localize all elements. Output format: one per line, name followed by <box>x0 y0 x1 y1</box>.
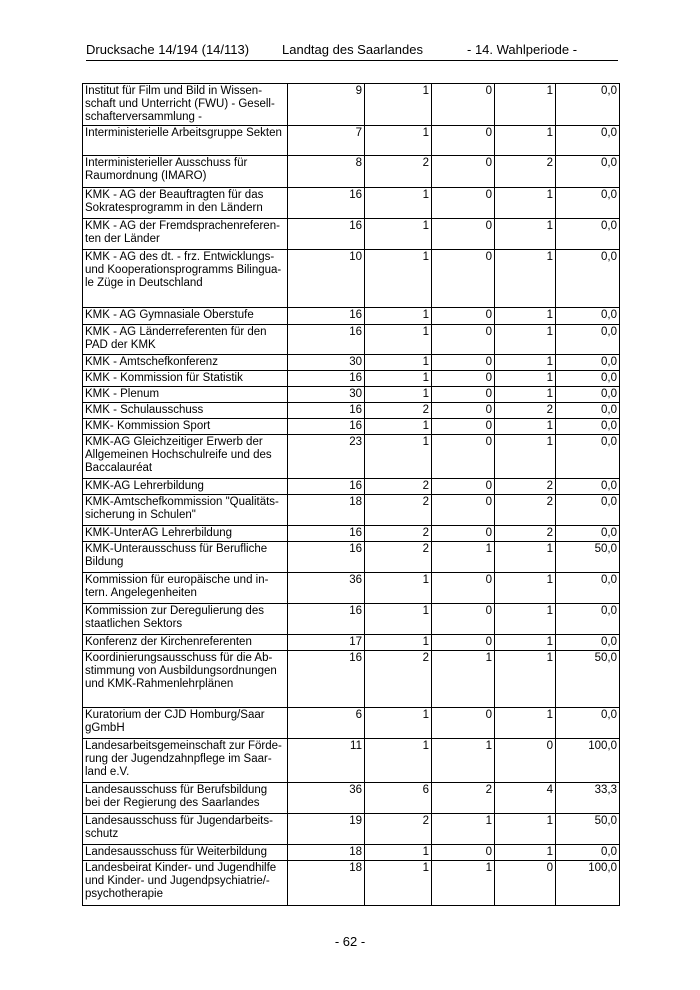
committee-table <box>82 83 620 906</box>
page-number: - 62 - <box>334 934 366 949</box>
table-row <box>83 783 620 814</box>
cell-women: 0 <box>432 371 495 387</box>
cell-men: 1 <box>495 573 556 604</box>
cell-women: 0 <box>432 387 495 403</box>
cell-men: 2 <box>495 495 556 526</box>
cell-seats: 1 <box>365 84 432 126</box>
cell-name: Landesarbeitsgemeinschaft zur Förde-rung der Jugendzahnpflege im Saar-land e.V. <box>83 739 288 783</box>
cell-percent-women: 0,0 <box>556 355 620 371</box>
cell-men: 1 <box>495 419 556 435</box>
cell-percent-women: 0,0 <box>556 219 620 250</box>
cell-men: 0 <box>495 739 556 783</box>
cell-women: 0 <box>432 419 495 435</box>
cell-name: KMK - AG der Beauftragten für das Sokratesprogramm in den Ländern <box>83 188 288 219</box>
cell-women: 1 <box>432 861 495 906</box>
cell-name: KMK - Plenum <box>83 387 288 403</box>
cell-percent-women: 0,0 <box>556 526 620 542</box>
cell-members: 11 <box>288 739 365 783</box>
cell-members: 16 <box>288 308 365 325</box>
cell-members: 16 <box>288 419 365 435</box>
table-row <box>83 435 620 479</box>
table-row <box>83 419 620 435</box>
table-row <box>83 355 620 371</box>
cell-seats: 2 <box>365 526 432 542</box>
cell-percent-women: 33,3 <box>556 783 620 814</box>
cell-seats: 2 <box>365 814 432 845</box>
cell-seats: 2 <box>365 156 432 188</box>
cell-members: 6 <box>288 708 365 739</box>
cell-name: Interministerielle Arbeitsgruppe Sekten <box>83 126 288 156</box>
table-row <box>83 651 620 708</box>
cell-men: 1 <box>495 635 556 651</box>
cell-seats: 2 <box>365 403 432 419</box>
cell-men: 1 <box>495 814 556 845</box>
cell-name: Kommission zur Deregulierung des staatlichen Sektors <box>83 604 288 635</box>
cell-seats: 1 <box>365 219 432 250</box>
cell-percent-women: 0,0 <box>556 635 620 651</box>
cell-name: Landesausschuss für Berufsbildung bei der Regierung des Saarlandes <box>83 783 288 814</box>
cell-seats: 2 <box>365 542 432 573</box>
cell-members: 23 <box>288 435 365 479</box>
cell-men: 1 <box>495 325 556 355</box>
table-row <box>83 814 620 845</box>
table-row <box>83 371 620 387</box>
cell-men: 1 <box>495 250 556 308</box>
cell-members: 18 <box>288 861 365 906</box>
cell-members: 16 <box>288 371 365 387</box>
cell-name: Koordinierungsausschuss für die Ab-stimmung von Ausbildungsordnungen und KMK-Rahmenlehrplänen <box>83 651 288 708</box>
cell-percent-women: 50,0 <box>556 814 620 845</box>
cell-members: 16 <box>288 479 365 495</box>
cell-members: 17 <box>288 635 365 651</box>
cell-members: 36 <box>288 783 365 814</box>
cell-members: 16 <box>288 604 365 635</box>
cell-seats: 1 <box>365 126 432 156</box>
table-row <box>83 526 620 542</box>
cell-name: Interministerieller Ausschuss für Raumordnung (IMARO) <box>83 156 288 188</box>
table-row <box>83 635 620 651</box>
cell-percent-women: 0,0 <box>556 495 620 526</box>
cell-percent-women: 50,0 <box>556 651 620 708</box>
cell-name: Kuratorium der CJD Homburg/Saar gGmbH <box>83 708 288 739</box>
cell-women: 0 <box>432 84 495 126</box>
cell-members: 16 <box>288 542 365 573</box>
cell-members: 16 <box>288 188 365 219</box>
header-rule <box>86 60 618 61</box>
cell-percent-women: 50,0 <box>556 542 620 573</box>
cell-name: KMK - AG der Fremdsprachenreferen-ten der Länder <box>83 219 288 250</box>
cell-percent-women: 0,0 <box>556 479 620 495</box>
table-row <box>83 308 620 325</box>
cell-name: Landesausschuss für Jugendarbeits-schutz <box>83 814 288 845</box>
cell-seats: 1 <box>365 573 432 604</box>
cell-percent-women: 0,0 <box>556 188 620 219</box>
cell-name: KMK - AG Gymnasiale Oberstufe <box>83 308 288 325</box>
cell-members: 18 <box>288 845 365 861</box>
cell-seats: 1 <box>365 739 432 783</box>
cell-men: 0 <box>495 861 556 906</box>
cell-seats: 1 <box>365 250 432 308</box>
cell-seats: 1 <box>365 708 432 739</box>
table-row <box>83 325 620 355</box>
cell-women: 2 <box>432 783 495 814</box>
cell-women: 0 <box>432 635 495 651</box>
cell-percent-women: 100,0 <box>556 739 620 783</box>
cell-women: 0 <box>432 526 495 542</box>
table-row <box>83 739 620 783</box>
cell-men: 1 <box>495 708 556 739</box>
cell-percent-women: 0,0 <box>556 325 620 355</box>
cell-seats: 1 <box>365 325 432 355</box>
page-header <box>86 42 586 58</box>
cell-seats: 2 <box>365 495 432 526</box>
cell-seats: 1 <box>365 387 432 403</box>
cell-members: 30 <box>288 355 365 371</box>
cell-women: 0 <box>432 573 495 604</box>
cell-members: 7 <box>288 126 365 156</box>
table-row <box>83 573 620 604</box>
cell-members: 16 <box>288 403 365 419</box>
cell-seats: 1 <box>365 861 432 906</box>
cell-percent-women: 0,0 <box>556 308 620 325</box>
cell-seats: 1 <box>365 845 432 861</box>
cell-seats: 1 <box>365 308 432 325</box>
cell-women: 0 <box>432 708 495 739</box>
cell-women: 1 <box>432 651 495 708</box>
table-row <box>83 403 620 419</box>
cell-name: Landesbeirat Kinder- und Jugendhilfe und Kinder- und Jugendpsychiatrie/-psychotherapie <box>83 861 288 906</box>
cell-men: 2 <box>495 479 556 495</box>
cell-men: 1 <box>495 371 556 387</box>
cell-name: Konferenz der Kirchenreferenten <box>83 635 288 651</box>
cell-women: 0 <box>432 845 495 861</box>
cell-seats: 1 <box>365 435 432 479</box>
table-row <box>83 156 620 188</box>
table-row <box>83 861 620 906</box>
cell-women: 1 <box>432 739 495 783</box>
cell-members: 8 <box>288 156 365 188</box>
cell-women: 0 <box>432 435 495 479</box>
parliament-name: Landtag des Saarlandes <box>282 42 423 57</box>
cell-men: 1 <box>495 126 556 156</box>
cell-seats: 1 <box>365 371 432 387</box>
cell-women: 0 <box>432 126 495 156</box>
cell-women: 0 <box>432 495 495 526</box>
cell-name: Kommission für europäische und in-tern. Angelegenheiten <box>83 573 288 604</box>
cell-women: 0 <box>432 308 495 325</box>
cell-percent-women: 0,0 <box>556 84 620 126</box>
table-row <box>83 250 620 308</box>
cell-name: KMK - AG des dt. - frz. Entwicklungs- und Kooperationsprogramms Bilingua-le Züge in Deutschland <box>83 250 288 308</box>
cell-seats: 1 <box>365 188 432 219</box>
cell-percent-women: 0,0 <box>556 250 620 308</box>
cell-men: 1 <box>495 84 556 126</box>
cell-percent-women: 0,0 <box>556 845 620 861</box>
cell-name: KMK - Kommission für Statistik <box>83 371 288 387</box>
cell-members: 36 <box>288 573 365 604</box>
cell-women: 0 <box>432 403 495 419</box>
cell-women: 1 <box>432 542 495 573</box>
cell-name: Landesausschuss für Weiterbildung <box>83 845 288 861</box>
cell-seats: 6 <box>365 783 432 814</box>
cell-women: 0 <box>432 156 495 188</box>
cell-percent-women: 0,0 <box>556 419 620 435</box>
cell-members: 16 <box>288 219 365 250</box>
cell-name: KMK-UnterAG Lehrerbildung <box>83 526 288 542</box>
cell-members: 16 <box>288 651 365 708</box>
cell-seats: 2 <box>365 651 432 708</box>
table-row <box>83 126 620 156</box>
cell-men: 1 <box>495 188 556 219</box>
table-row <box>83 708 620 739</box>
table-row <box>83 84 620 126</box>
cell-members: 10 <box>288 250 365 308</box>
cell-women: 0 <box>432 188 495 219</box>
cell-men: 1 <box>495 308 556 325</box>
cell-seats: 2 <box>365 479 432 495</box>
cell-women: 0 <box>432 479 495 495</box>
cell-name: KMK-Amtschefkommission "Qualitäts-sicherung in Schulen" <box>83 495 288 526</box>
cell-women: 0 <box>432 355 495 371</box>
cell-members: 18 <box>288 495 365 526</box>
cell-members: 16 <box>288 526 365 542</box>
cell-men: 2 <box>495 156 556 188</box>
cell-seats: 1 <box>365 635 432 651</box>
cell-men: 1 <box>495 387 556 403</box>
drucksache-number: Drucksache 14/194 (14/113) <box>86 42 250 57</box>
cell-percent-women: 0,0 <box>556 387 620 403</box>
cell-name: KMK - AG Länderreferenten für den PAD der KMK <box>83 325 288 355</box>
cell-men: 1 <box>495 604 556 635</box>
cell-name: KMK-AG Gleichzeitiger Erwerb der Allgemeinen Hochschulreife und des Baccalauréat <box>83 435 288 479</box>
table-row <box>83 495 620 526</box>
table-row <box>83 479 620 495</box>
cell-members: 16 <box>288 325 365 355</box>
table-row <box>83 542 620 573</box>
cell-men: 1 <box>495 355 556 371</box>
cell-women: 0 <box>432 325 495 355</box>
cell-name: Institut für Film und Bild in Wissen-schaft und Unterricht (FWU) - Gesell-schafterversammlung - <box>83 84 288 126</box>
cell-percent-women: 0,0 <box>556 573 620 604</box>
cell-percent-women: 0,0 <box>556 708 620 739</box>
cell-percent-women: 100,0 <box>556 861 620 906</box>
table-row <box>83 387 620 403</box>
cell-men: 1 <box>495 219 556 250</box>
cell-percent-women: 0,0 <box>556 435 620 479</box>
cell-members: 19 <box>288 814 365 845</box>
cell-name: KMK- Kommission Sport <box>83 419 288 435</box>
cell-name: KMK - Amtschefkonferenz <box>83 355 288 371</box>
cell-percent-women: 0,0 <box>556 156 620 188</box>
table-row <box>83 188 620 219</box>
table-row <box>83 845 620 861</box>
cell-men: 1 <box>495 845 556 861</box>
cell-men: 1 <box>495 542 556 573</box>
cell-percent-women: 0,0 <box>556 126 620 156</box>
cell-name: KMK-Unterausschuss für Berufliche Bildung <box>83 542 288 573</box>
cell-women: 0 <box>432 250 495 308</box>
cell-name: KMK - Schulausschuss <box>83 403 288 419</box>
cell-members: 9 <box>288 84 365 126</box>
table-row <box>83 219 620 250</box>
cell-seats: 1 <box>365 419 432 435</box>
cell-women: 1 <box>432 814 495 845</box>
cell-seats: 1 <box>365 355 432 371</box>
cell-women: 0 <box>432 604 495 635</box>
cell-percent-women: 0,0 <box>556 371 620 387</box>
cell-men: 1 <box>495 435 556 479</box>
cell-name: KMK-AG Lehrerbildung <box>83 479 288 495</box>
table-row <box>83 604 620 635</box>
cell-men: 1 <box>495 651 556 708</box>
cell-seats: 1 <box>365 604 432 635</box>
cell-percent-women: 0,0 <box>556 403 620 419</box>
cell-members: 30 <box>288 387 365 403</box>
legislative-period: - 14. Wahlperiode - <box>467 42 578 57</box>
cell-men: 2 <box>495 403 556 419</box>
cell-percent-women: 0,0 <box>556 604 620 635</box>
cell-men: 2 <box>495 526 556 542</box>
cell-men: 4 <box>495 783 556 814</box>
cell-women: 0 <box>432 219 495 250</box>
